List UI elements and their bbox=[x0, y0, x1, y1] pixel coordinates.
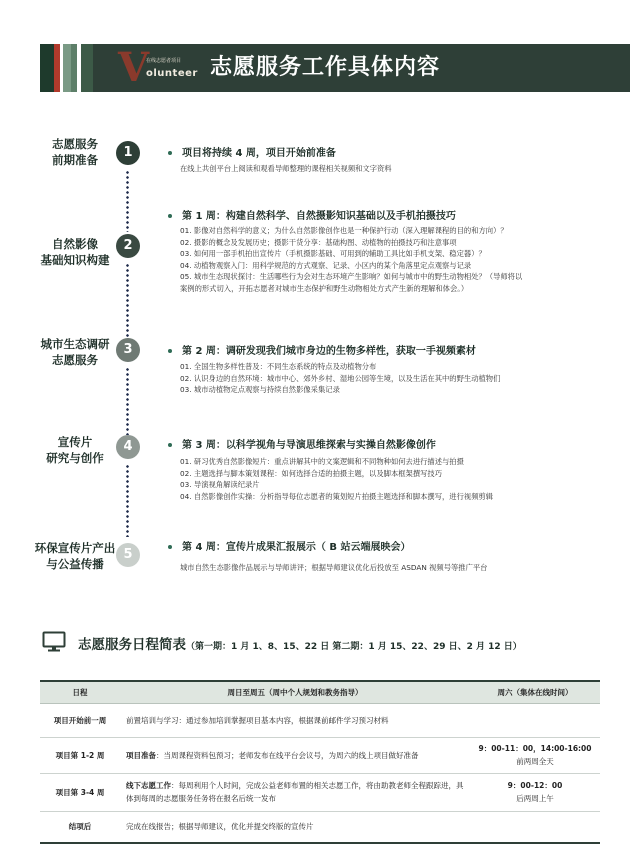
page-header bbox=[40, 44, 630, 92]
table-row bbox=[40, 703, 600, 737]
logo-subtext: 在线志愿者项目 bbox=[146, 58, 182, 64]
table-cell bbox=[120, 703, 470, 737]
volunteer-logo bbox=[118, 46, 218, 90]
step-1-heading-text: 项目将持续 4 周，项目开始前准备 bbox=[182, 148, 336, 159]
description-line: 02. 主题选择与脚本策划课程：如何选择合适的拍摄主题，以及脚本框架撰写技巧 bbox=[180, 468, 443, 478]
table-header: 日程 bbox=[40, 681, 120, 703]
bullet-icon bbox=[168, 349, 172, 353]
logo-letter: V bbox=[118, 44, 150, 91]
step-2-circle: 2 bbox=[116, 234, 140, 258]
schedule-table bbox=[40, 680, 600, 844]
step-5-title-line: 环保宣传片产出 bbox=[34, 541, 116, 555]
step-4-circle: 4 bbox=[116, 435, 140, 459]
step-3-title-line: 志愿服务 bbox=[52, 353, 98, 367]
description-line: 03. 如何用一部手机拍出宣传片（手机摄影基础、可用到的辅助工具比如手机支架、稳定器）？ bbox=[180, 249, 486, 258]
description-line: 01. 研习优秀自然影像短片：重点讲解其中的文案逻辑和不同物种如何去进行描述与拍摄 bbox=[180, 457, 464, 466]
step-1-heading bbox=[168, 144, 336, 159]
step-3-circle: 3 bbox=[116, 338, 140, 362]
cell-text: 前置培训与学习：通过参加培训掌握项目基本内容，根据课前邮件学习预习材料 bbox=[126, 715, 389, 725]
step-4-title-line: 宣传片 bbox=[57, 435, 93, 449]
step-4-heading-text: 第 3 周：以科学视角与导演思维探索与实操自然影像创作 bbox=[182, 440, 436, 451]
step-3-heading-text: 第 2 周：调研发现我们城市身边的生物多样性，获取一手视频素材 bbox=[182, 346, 476, 357]
step-1-title-line: 前期准备 bbox=[52, 153, 98, 167]
description-line: 04. 自然影像创作实操：分析指导每位志愿者的策划短片拍摄主题选择和脚本撰写，进行视频剪辑 bbox=[180, 491, 494, 501]
cell-text: ：当周课程资料包预习；老师发布在线平台会议号，为周六的线上项目做好准备 bbox=[156, 750, 419, 760]
bullet-icon bbox=[168, 545, 172, 549]
page-title: 志愿服务工作具体内容 bbox=[210, 55, 441, 80]
cell-time: 9：00-12：00 bbox=[507, 781, 563, 790]
table-cell: 项目第 1-2 周 bbox=[40, 737, 120, 773]
description-line: 城市自然生态影像作品展示与导师讲评；根据导师建议优化后投放至 ASDAN 视频号等推广平台 bbox=[180, 563, 488, 572]
step-1-title bbox=[20, 136, 130, 168]
table-row bbox=[40, 737, 600, 773]
cell-note: 前两周全天 bbox=[516, 757, 554, 766]
cell-label: 线下志愿工作 bbox=[126, 781, 171, 790]
table-cell bbox=[470, 703, 600, 737]
step-5-heading-text: 第 4 周：宣传片成果汇报展示（ B 站云端展映会） bbox=[182, 542, 411, 553]
step-4-title-line: 研究与创作 bbox=[46, 451, 104, 465]
step-2-heading-text: 第 1 周：构建自然科学、自然摄影知识基础以及手机拍摄技巧 bbox=[182, 211, 456, 222]
step-3-heading bbox=[168, 342, 476, 357]
timeline-dots bbox=[126, 263, 129, 338]
table-header-row bbox=[40, 681, 600, 703]
description-line: 01. 影像对自然科学的意义；为什么自然影像创作也是一种保护行动（深入理解课程的目的和方向）？ bbox=[180, 226, 508, 235]
cell-label: 项目准备 bbox=[126, 750, 156, 760]
cell-note: 后两周上午 bbox=[516, 794, 554, 803]
step-2-title-line: 自然影像 bbox=[52, 237, 98, 251]
cell-text: 完成在线报告；根据导师建议，优化并提交终版的宣传片 bbox=[126, 822, 314, 832]
table-cell: 项目第 3-4 周 bbox=[40, 773, 120, 811]
step-5-heading bbox=[168, 538, 411, 553]
bullet-icon bbox=[168, 443, 172, 447]
stripe bbox=[81, 44, 93, 92]
step-5-title-line: 与公益传播 bbox=[46, 557, 104, 571]
monitor-icon bbox=[42, 631, 66, 653]
table-cell: 结项后 bbox=[40, 811, 120, 843]
table-cell bbox=[470, 811, 600, 843]
table-row bbox=[40, 773, 600, 811]
header-stripes bbox=[40, 44, 93, 92]
step-4-title bbox=[20, 434, 130, 466]
step-2-heading bbox=[168, 207, 456, 222]
table-cell bbox=[120, 773, 470, 811]
timeline-dots bbox=[126, 464, 129, 537]
table-cell bbox=[120, 811, 470, 843]
schedule-title bbox=[78, 633, 522, 653]
cell-time: 9：00-11：00，14:00-16:00 bbox=[478, 744, 592, 753]
table-cell bbox=[120, 737, 470, 773]
description-line: 02. 摄影的概念及发展历史；摄影干货分享：基础构图、动植物的拍摄技巧和注意事项 bbox=[180, 237, 457, 247]
description-line: 05. 城市生态现状探讨：生活哪些行为会对生态环境产生影响？如何与城市中的野生动物相处？（导师将以 bbox=[180, 272, 523, 281]
step-1-circle: 1 bbox=[116, 141, 140, 165]
cell-text: ：每周利用个人时间，完成公益老师布置的相关志愿工作，将由助教老师全程跟踪进，具体到每周的志愿服务任务将在报名后统一发布 bbox=[126, 781, 464, 803]
description-line: 03. 城市动植物定点观察与持续自然影像采集记录 bbox=[180, 385, 340, 394]
description-line: 在线上共创平台上阅读和观看导师整理的课程相关视频和文字资料 bbox=[180, 164, 392, 173]
step-3-title bbox=[20, 336, 130, 368]
schedule-title-text: 志愿服务日程简表 bbox=[78, 637, 186, 653]
stripe bbox=[63, 44, 71, 92]
timeline-dots bbox=[126, 170, 129, 232]
step-3-description bbox=[180, 361, 605, 396]
description-line: 04. 动植物观察入门：用科学规范的方式观察、记录、小区内的某个角落里定点观察与记录 bbox=[180, 260, 472, 270]
step-1-description bbox=[180, 163, 605, 175]
step-5-title bbox=[20, 540, 130, 572]
table-cell bbox=[470, 737, 600, 773]
step-1-title-line: 志愿服务 bbox=[52, 137, 98, 151]
stripe bbox=[40, 44, 54, 92]
step-5-circle: 5 bbox=[116, 543, 140, 567]
table-cell: 项目开始前一周 bbox=[40, 703, 120, 737]
step-2-description bbox=[180, 225, 605, 294]
step-3-title-line: 城市生态调研 bbox=[40, 337, 110, 351]
table-header: 周日至周五（周中个人规划和教务指导） bbox=[120, 681, 470, 703]
bullet-icon bbox=[168, 151, 172, 155]
timeline-dots bbox=[126, 367, 129, 435]
description-line: 03. 导演视角解读纪录片 bbox=[180, 480, 260, 489]
bullet-icon bbox=[168, 214, 172, 218]
table-cell bbox=[470, 773, 600, 811]
step-2-title bbox=[20, 236, 130, 268]
step-5-description bbox=[180, 562, 605, 574]
step-4-heading bbox=[168, 436, 436, 451]
logo-word: olunteer bbox=[146, 68, 198, 79]
step-2-title-line: 基础知识构建 bbox=[40, 253, 110, 267]
description-line: 01. 全国生物多样性普及：不同生态系统的特点及动植物分布 bbox=[180, 362, 377, 371]
description-line: 案例的形式切入，开拓志愿者对城市生态保护和野生动物相处方式产生新的理解和体会。） bbox=[180, 283, 469, 293]
table-row bbox=[40, 811, 600, 843]
schedule-subtitle: （第一期：1 月 1、8、15、22 日 第二期：1 月 15、22、29 日、2 月 12 日） bbox=[186, 642, 522, 652]
table-header: 周六（集体在线时间） bbox=[470, 681, 600, 703]
description-line: 02. 认识身边的自然环境：城市中心、郊外乡村、湿地公园等生境，以及生活在其中的野生动植物们 bbox=[180, 373, 501, 383]
step-4-description bbox=[180, 456, 605, 502]
